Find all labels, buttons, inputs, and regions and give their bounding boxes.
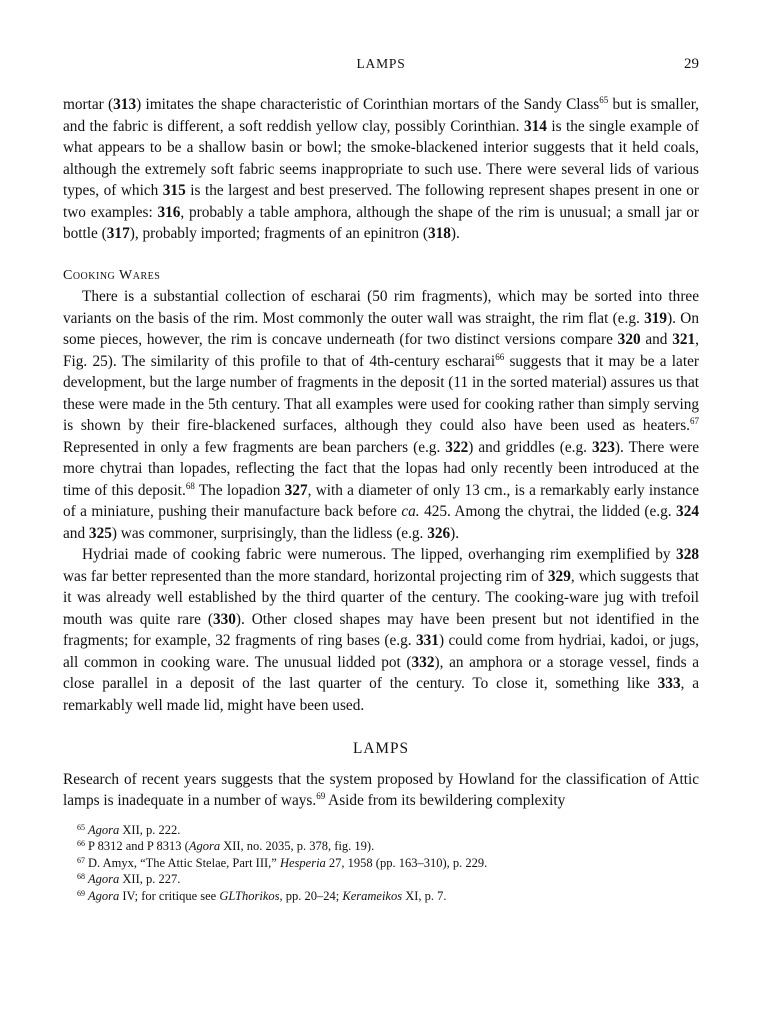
catalogue-ref: 319 [644,309,668,327]
footnote-66: $^{66}$ P 8312 and P 8313 (Agora XII, no. 2035, p. 378, fig. 19). [77,839,375,854]
catalogue-ref: 333 [657,675,681,692]
catalogue-ref: 328 [676,546,699,563]
paragraph-lamps: Research of recent years suggests that the system proposed by Howland for the classification of Attic lamps is inadequate in a number of ways.$^{69}$ Aside from its bewildering complexity [63,770,699,809]
footnote-69: $^{69}$ Agora IV; for critique see GLThorikos, pp. 20–24; Kerameikos XI, p. 7. [77,888,447,903]
footnote-ref: 65 [599,95,609,105]
footnote-ref: 66 [495,351,505,362]
footnote-68: $^{68}$ Agora XII, p. 227. [77,872,181,887]
page [63,56,699,904]
catalogue-ref: 321 [672,331,696,348]
footnote-67: $^{67}$ D. Amyx, “The Attic Stelae, Part III,” Hesperia 27, 1958 (pp. 163–310), p. 229. [77,855,488,870]
catalogue-ref: 329 [547,567,571,585]
running-head [63,56,699,78]
catalogue-ref: 316 [157,203,181,221]
catalogue-ref: 315 [162,182,186,199]
catalogue-ref: 322 [445,438,469,456]
catalogue-ref: 318 [427,225,451,242]
footnote-ref: 67 [690,416,699,426]
catalogue-ref: 317 [106,225,130,242]
page-number: 29 [684,56,699,72]
footnotes [63,822,699,905]
paragraph-hydriai: Hydriai made of cooking fabric were numerous. The lipped, overhanging rim exemplified by 328 was far better represented than the more standard, horizontal projecting rim of 329, which suggests that it was already well established by the third quarter of the century. The cooking-ware jug with trefoil mouth was quite rare (330). Other closed shapes may have been present but not identified in the fragments; for example, 32 fragments of ring bases (e.g. 331) could come from hydriai, kadoi, or jugs, all common in cooking ware. The unusual lidded pot (332), an amphora or a storage vessel, finds a close parallel in a deposit of the last quarter of the century. To close it, something like 333, a remarkably well made lid, might have been used. [63,546,700,714]
footnote-ref: 69 [316,791,326,801]
subheading-cooking-wares: Cooking Wares [63,267,161,283]
catalogue-ref: 324 [676,503,699,520]
catalogue-ref: 323 [591,438,615,456]
catalogue-ref: 326 [427,524,451,542]
catalogue-ref: 327 [284,481,308,499]
section-title-lamps: LAMPS [352,740,409,757]
catalogue-ref: 332 [411,653,435,671]
catalogue-ref: 313 [113,96,137,113]
catalogue-ref: 320 [617,331,641,348]
paragraph-escharai: There is a substantial collection of escharai (50 rim fragments), which may be sorted into three variants on the basis of the rim. Most commonly the outer wall was straight, the rim flat (e.g. 319). On some pieces, however, the rim is concave underneath (for two distinct versions compare 320 and 321, Fig. 25). The similarity of this profile to that of 4th-century escharai$^{66}$ suggests that it may be a later development, but the large number of fragments in the deposit (11 in the sorted material) assures us that these were made in the 5th century. That all examples were used for cooking rather than simply serving is shown by their fire-blackened surfaces, although they could also have been used as heaters.$^{67}$ Represented in only a few fragments are bean parchers (e.g. 322) and griddles (e.g. 323). There were more chytrai than lopades, reflecting the fact that the lopas had only recently been introduced at the time of this deposit.$^{68}$ The lopadion 327, with a diameter of only 13 cm., is a remarkably early instance of a miniature, pushing their manufacture back before ca. 425. Among the chytrai, the lidded (e.g. 324 and 325) was commoner, surprisingly, than the lidless (e.g. 326). [63,288,699,542]
catalogue-ref: 330 [212,610,236,628]
running-head-title: LAMPS [356,56,406,71]
catalogue-ref: 314 [523,117,547,135]
footnote-ref: 68 [185,480,195,491]
body-text [63,94,699,812]
catalogue-ref: 331 [416,632,439,649]
catalogue-ref: 325 [88,524,112,542]
paragraph-mortar: mortar (313) imitates the shape characteristic of Corinthian mortars of the Sandy Class$^{65}$ but is smaller, and the fabric is different, a soft reddish yellow clay, possibly Corinthian. 314 is the single example of what appears to be a shallow basin or bowl; the smoke-blackened interior suggests that it held coals, although the extremely soft fabric seems inappropriate to such use. There were several lids of various types, of which 315 is the largest and best preserved. The following represent shapes present in one or two examples: 316, probably a table amphora, although the shape of the rim is unusual; a small jar or bottle (317), probably imported; fragments of an epinitron (318). [63,95,700,242]
footnote-65: $^{65}$ Agora XII, p. 222. [77,822,181,837]
